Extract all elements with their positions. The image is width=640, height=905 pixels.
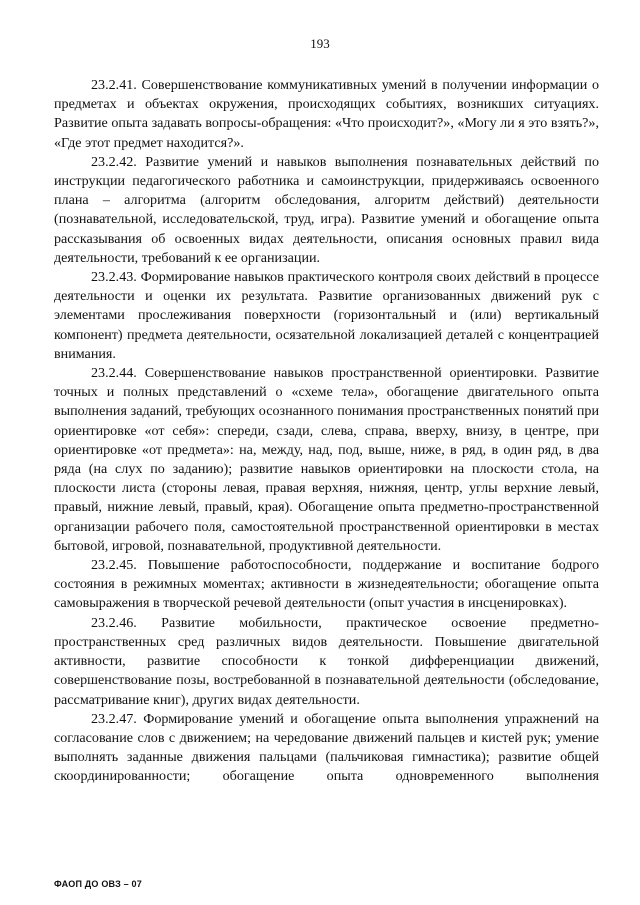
paragraph-23-2-46: 23.2.46. Развитие мобильности, практическое освоение предметно-пространственных сред различных видов деятельности. Повышение двигательной активности, развитие способности к тонкой дифференциации движений, совершенствование позы, востребованной в познавательной деятельности (обследование, рассматривание книг), других видах деятельности.: [54, 614, 599, 708]
paragraph-23-2-42: 23.2.42. Развитие умений и навыков выполнения познавательных действий по инструкции педагогического работника и самоинструкции, придерживаясь освоенного плана – алгоритма (алгоритм обследования, алгоритм действий) деятельности (познавательной, исследовательской, труд, игра). Развитие умений и обогащение опыта рассказывания об освоенных видах деятельности, описания основных правил вида деятельности, требований к ее организации.: [54, 153, 599, 266]
document-footer-code: ФАОП ДО ОВЗ – 07: [54, 879, 142, 889]
paragraph-23-2-44: 23.2.44. Совершенствование навыков пространственной ориентировки. Развитие точных и полных представлений о «схеме тела», обогащение двигательного опыта выполнения заданий, требующих осознанного понимания пространственных понятий при ориентировке «от себя»: спереди, сзади, слева, справа, вверху, внизу, в центре, при ориентировке «от предмета»: на, между, над, под, выше, ниже, в ряд, в один ряд, в два ряда (на слух по заданию); развитие навыков ориентировки на плоскости стола, на плоскости листа (стороны левая, правая верхняя, нижняя, центр, углы верхние левый, правый, нижние левый, правый, края). Обогащение опыта предметно-пространственной организации рабочего поля, самостоятельной пространственной ориентировки в местах бытовой, игровой, познавательной, продуктивной деятельности.: [54, 365, 599, 554]
document-body: [54, 76, 599, 787]
paragraph-23-2-45: 23.2.45. Повышение работоспособности, поддержание и воспитание бодрого состояния в режимных моментах; активности в жизнедеятельности; обогащение опыта самовыражения в творческой речевой деятельности (опыт участия в инсценировках).: [54, 557, 599, 612]
page-number: 193: [310, 36, 330, 51]
paragraph-23-2-47: 23.2.47. Формирование умений и обогащение опыта выполнения упражнений на согласование слов с движением; на чередование движений пальцев и кистей рук; умение выполнять заданные движения пальцами (пальчиковая гимнастика); развитие общей скоординированности; обогащение опыта одновременного выполнения: [54, 710, 599, 785]
paragraph-23-2-43: 23.2.43. Формирование навыков практического контроля своих действий в процессе деятельности и оценки их результата. Развитие организованных движений рук с элементами прослеживания поверхности (горизонтальный и (или) вертикальный компонент) предмета деятельности, осязательной локализацией деталей с концентрацией внимания.: [54, 269, 599, 362]
paragraph-23-2-41: 23.2.41. Совершенствование коммуникативных умений в получении информации о предметах и объектах окружения, происходящих событиях, возникших ситуациях. Развитие опыта задавать вопросы-обращения: «Что происходит?», «Могу ли я это взять?», «Где этот предмет находится?».: [54, 77, 599, 151]
